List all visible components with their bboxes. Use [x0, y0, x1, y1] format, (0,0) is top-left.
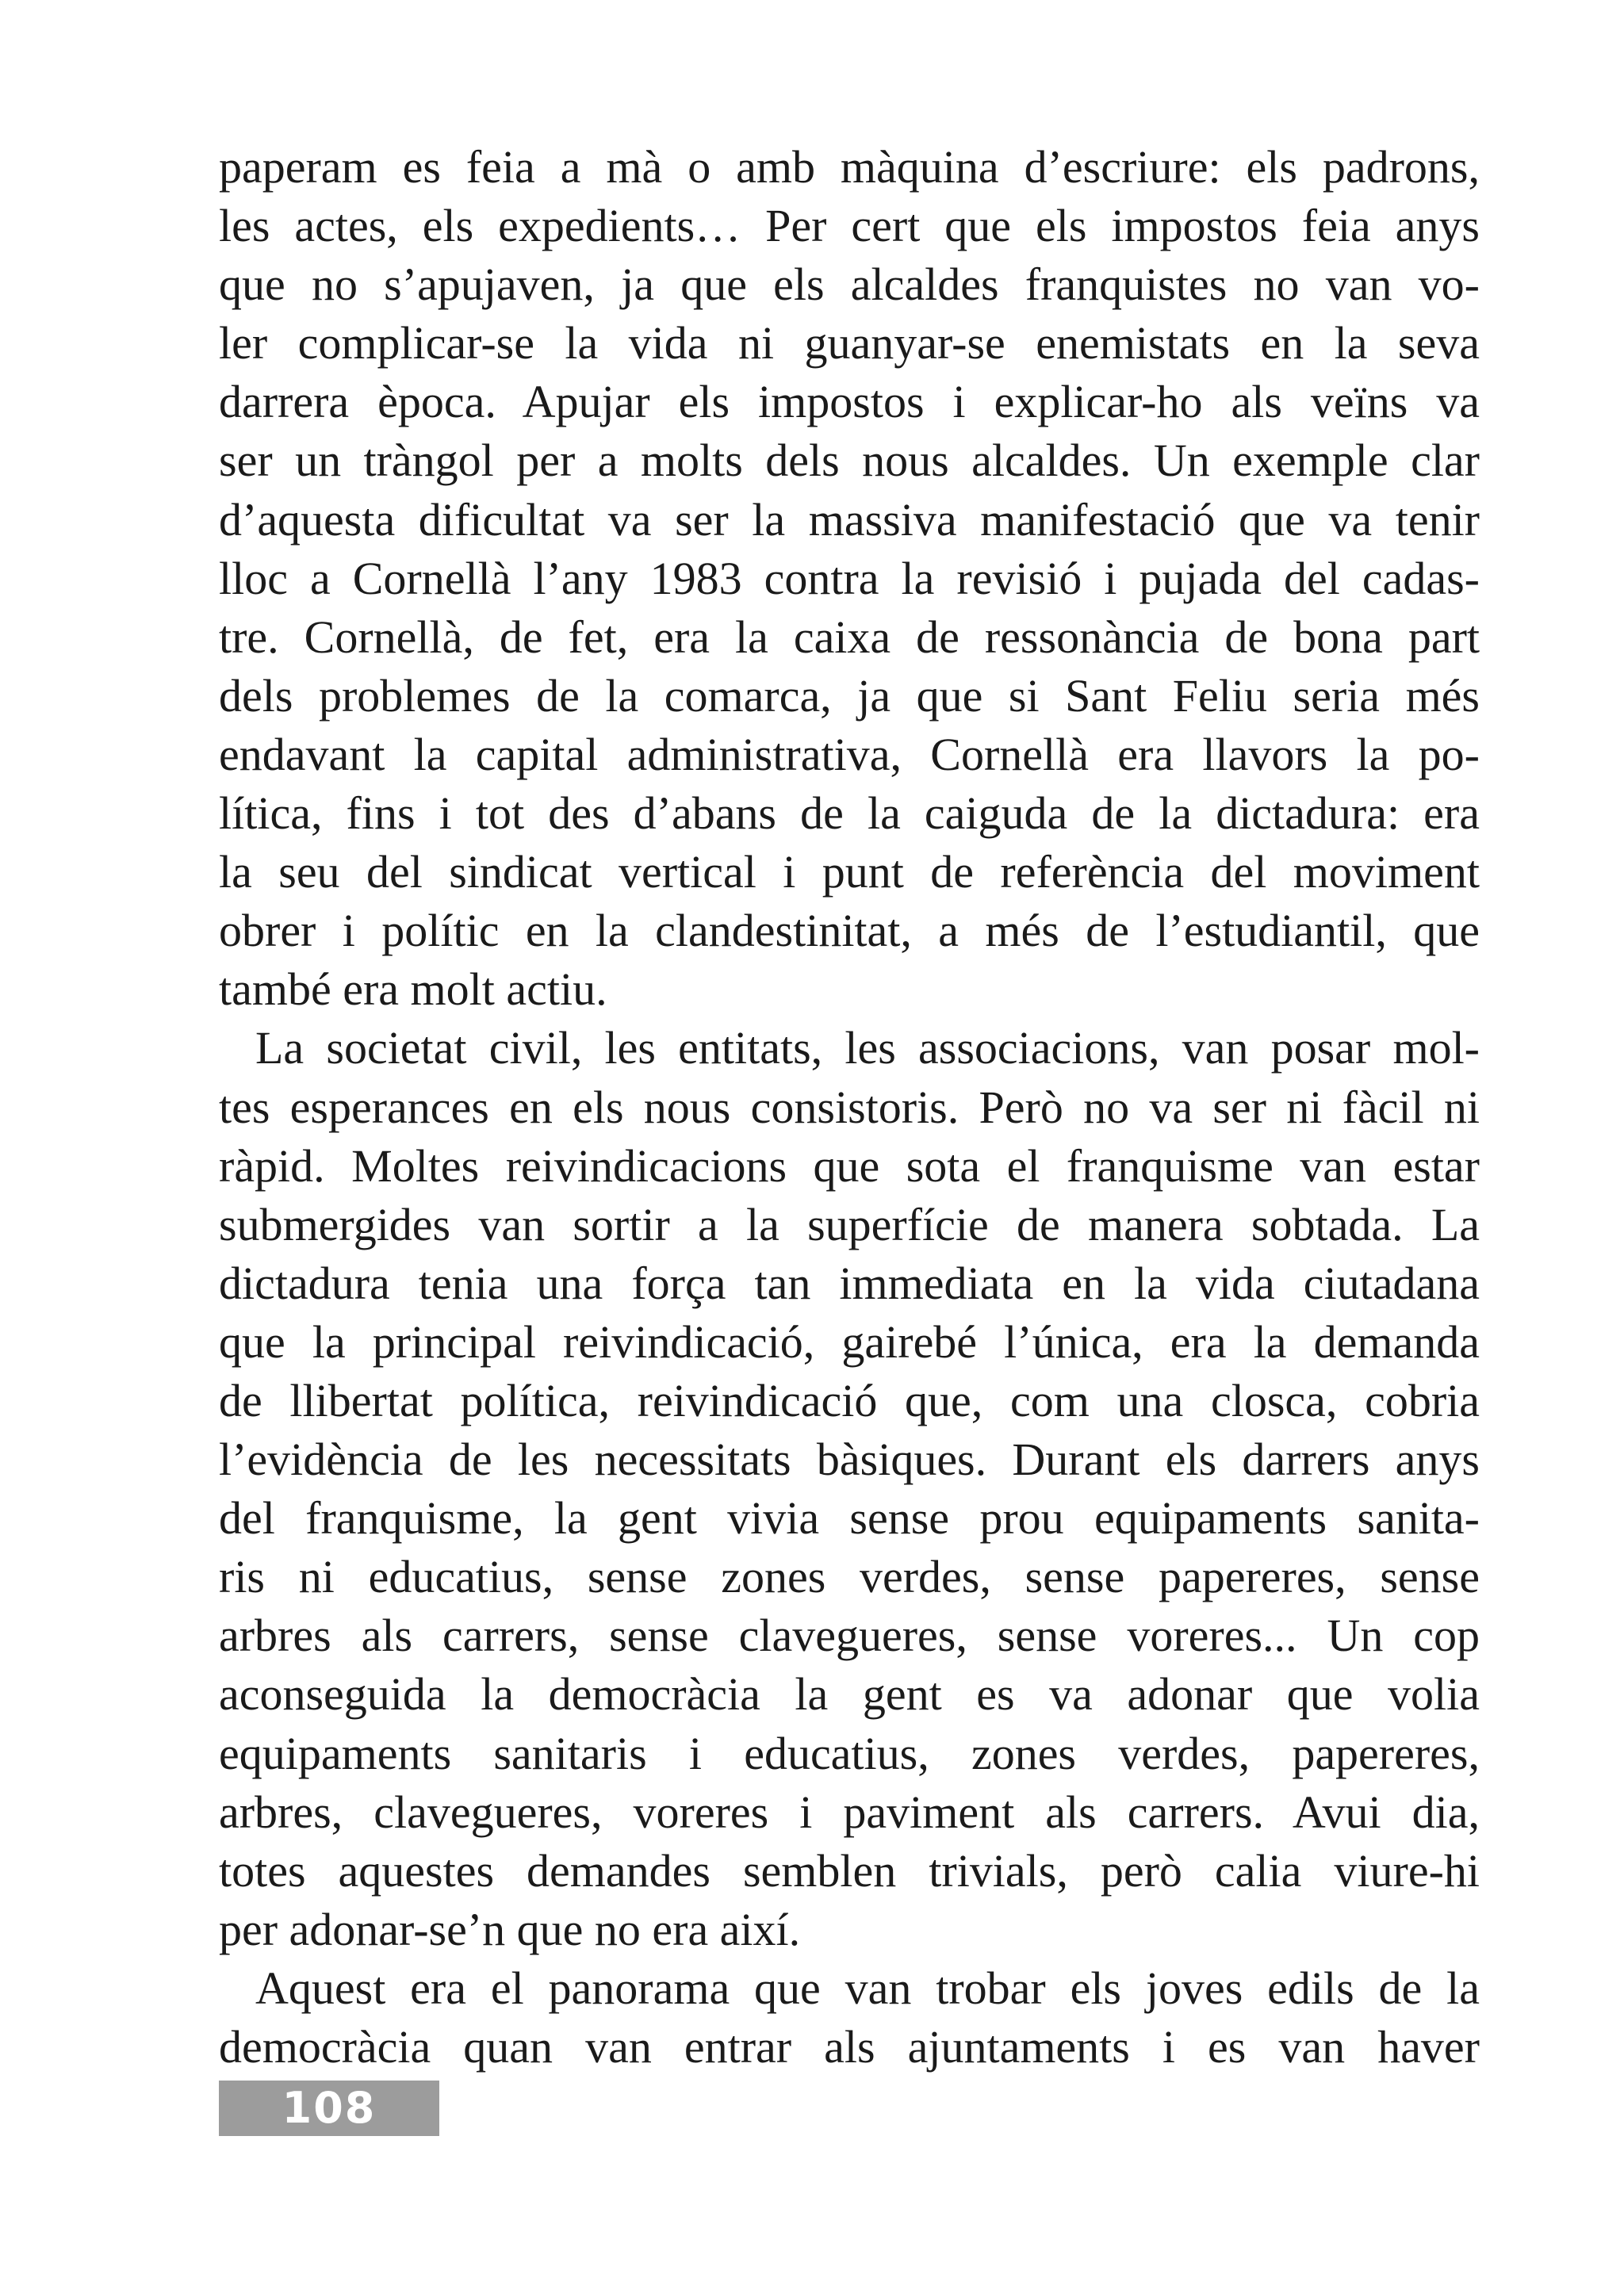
text-line: del franquisme, la gent vivia sense prou equipaments sanita- [219, 1492, 1480, 1545]
text-line: democràcia quan van entrar als ajuntaments i es van haver [219, 2021, 1480, 2073]
text-line: ser un tràngol per a molts dels nous alcaldes. Un exemple clar [219, 435, 1480, 487]
paragraph-start-line: La societat civil, les entitats, les associacions, van posar mol- [255, 1022, 1480, 1074]
page-number-bar [219, 2081, 439, 2136]
text-line: que la principal reivindicació, gairebé l’única, era la demanda [219, 1315, 1480, 1368]
text-line: aconseguida la democràcia la gent es va adonar que volia [219, 1668, 1480, 1721]
text-line: darrera època. Apujar els impostos i explicar-ho als veïns va [219, 376, 1480, 428]
paragraph-end-line: per adonar-se’n que no era així. [219, 1903, 801, 1955]
paragraph-end-line: també era molt actiu. [219, 963, 607, 1016]
text-line: d’aquesta dificultat va ser la massiva manifestació que va tenir [219, 493, 1480, 546]
text-line: paperam es feia a mà o amb màquina d’escriure: els padrons, [219, 141, 1480, 193]
text-line: dels problemes de la comarca, ja que si Sant Feliu seria més [219, 669, 1480, 722]
text-line: ler complicar-se la vida ni guanyar-se enemistats en la seva [219, 317, 1480, 369]
text-line: tre. Cornellà, de fet, era la caixa de ressonància de bona part [219, 611, 1480, 663]
text-line: de llibertat política, reivindicació que, com una closca, cobria [219, 1374, 1480, 1426]
text-line: arbres als carrers, sense clavegueres, sense voreres... Un cop [219, 1610, 1480, 1662]
text-line: arbres, clavegueres, voreres i paviment als carrers. Avui dia, [219, 1786, 1480, 1838]
text-line: equipaments sanitaris i educatius, zones verdes, papereres, [219, 1727, 1480, 1779]
text-line: totes aquestes demandes semblen trivials, però calia viure-hi [219, 1844, 1480, 1897]
text-line: les actes, els expedients… Per cert que els impostos feia anys [219, 200, 1480, 252]
text-line: submergides van sortir a la superfície de manera sobtada. La [219, 1198, 1480, 1250]
page-number: 108 [282, 2083, 377, 2133]
body-text [219, 138, 1480, 2077]
text-line: l’evidència de les necessitats bàsiques. Durant els darrers anys [219, 1434, 1480, 1486]
paragraph-start-line: Aquest era el panorama que van trobar els joves edils de la [255, 1962, 1480, 2014]
text-line: lítica, fins i tot des d’abans de la caiguda de la dictadura: era [219, 787, 1480, 840]
text-line: que no s’apujaven, ja que els alcaldes franquistes no van vo- [219, 258, 1480, 311]
text-line: endavant la capital administrativa, Cornellà era llavors la po- [219, 728, 1480, 780]
text-line: ris ni educatius, sense zones verdes, sense papereres, sense [219, 1551, 1480, 1603]
text-line: tes esperances en els nous consistoris. Però no va ser ni fàcil ni [219, 1081, 1480, 1133]
text-line: ràpid. Moltes reivindicacions que sota el franquisme van estar [219, 1139, 1480, 1192]
text-line: lloc a Cornellà l’any 1983 contra la revisió i pujada del cadas- [219, 552, 1480, 604]
text-line: la seu del sindicat vertical i punt de referència del moviment [219, 846, 1480, 898]
text-line: dictadura tenia una força tan immediata en la vida ciutadana [219, 1257, 1480, 1309]
text-line: obrer i polític en la clandestinitat, a més de l’estudiantil, que [219, 905, 1480, 957]
